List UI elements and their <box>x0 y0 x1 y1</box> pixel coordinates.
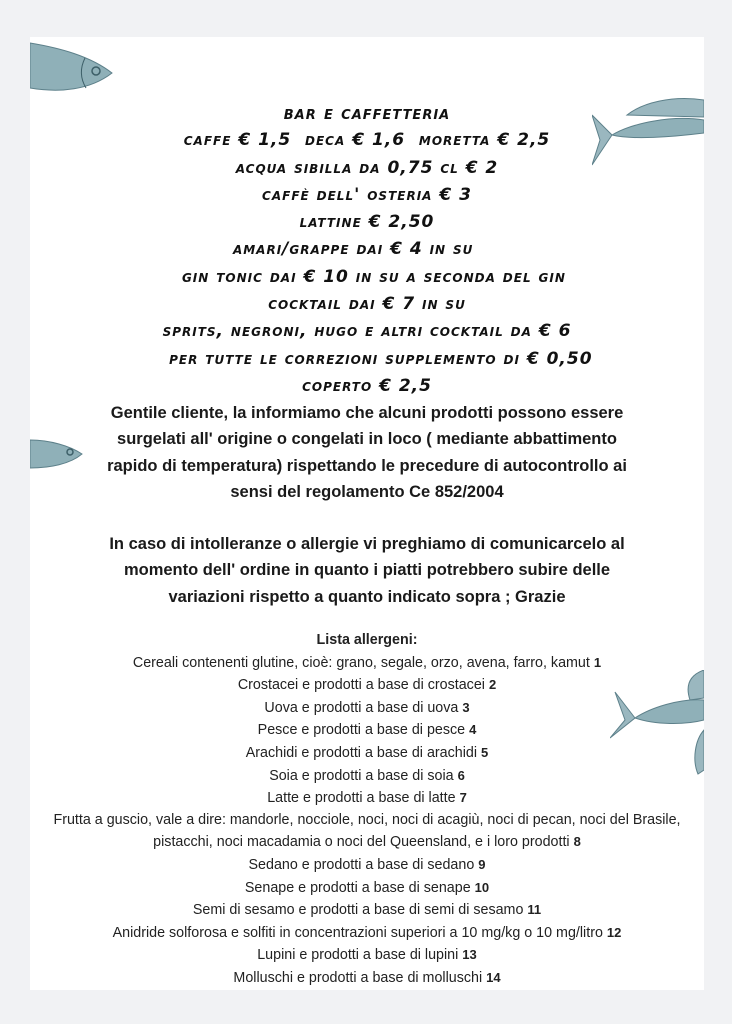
frozen-products-notice: Gentile cliente, la informiamo che alcuni prodotti possono essere surgelati all' origine o congelati in loco ( mediante abbattimento rapido di temperatura) rispettando le precedure di autocontrollo ai sensi del regolamento Ce 852/2004 <box>107 404 627 501</box>
allergen-text: Senape e prodotti a base di senape <box>244 879 471 896</box>
allergen-text: Uova e prodotti a base di uova <box>264 699 459 716</box>
price-line: amari/grappe dai € 4 in su <box>232 239 502 260</box>
allergen-item <box>30 674 704 697</box>
allergen-item <box>30 652 704 675</box>
allergen-item <box>30 899 704 922</box>
allergen-text: Sedano e prodotti a base di sedano <box>248 856 475 873</box>
allergen-item <box>30 922 704 945</box>
allergen-number: 5 <box>481 744 489 760</box>
allergen-number: 3 <box>462 699 470 715</box>
allergen-number: 13 <box>462 947 477 963</box>
allergen-text: Frutta a guscio, vale a dire: mandorle, nocciole, noci, noci di acagiù, noci di pecan, noci del Brasile, pistacchi, noci macadamia o noci del Queensland, e i loro prodotti <box>53 811 681 851</box>
allergen-text: Pesce e prodotti a base di pesce <box>257 722 466 739</box>
allergen-item <box>30 742 704 765</box>
allergen-item <box>30 967 704 990</box>
allergen-item <box>30 719 704 742</box>
allergen-item <box>30 877 704 900</box>
fish-illustration-icon <box>30 38 115 98</box>
allergen-text: Soia e prodotti a base di soia <box>269 767 454 784</box>
allergen-text: Lupini e prodotti a base di lupini <box>257 947 459 964</box>
allergen-number: 1 <box>593 654 602 670</box>
allergen-number: 6 <box>457 767 465 783</box>
allergen-number: 2 <box>488 677 497 693</box>
bar-title: bar e caffetteria <box>283 103 451 124</box>
price-line: caffe € 1,5 deca € 1,6 moretta € 2,5 <box>183 130 551 151</box>
allergen-text: Cereali contenenti glutine, cioè: grano, segale, orzo, avena, farro, kamut <box>132 654 590 671</box>
price-line: coperto € 2,5 <box>302 375 432 396</box>
price-line: per tutte le correzioni supplemento di € 0,50 <box>141 348 593 369</box>
allergen-number: 7 <box>459 790 467 806</box>
allergen-heading: Lista allergeni: <box>316 632 418 648</box>
allergen-number: 12 <box>606 924 622 940</box>
allergen-text: Semi di sesamo e prodotti a base di semi di sesamo <box>192 902 524 919</box>
allergen-item <box>30 854 704 877</box>
allergen-text: Anidride solforosa e solfiti in concentrazioni superiori a 10 mg/kg o 10 mg/litro <box>112 924 603 941</box>
allergen-number: 4 <box>469 722 477 738</box>
allergen-item <box>30 697 704 720</box>
allergen-number: 14 <box>486 969 501 985</box>
allergen-item <box>30 787 704 810</box>
bar-price-list <box>30 100 704 400</box>
allergen-text: Molluschi e prodotti a base di molluschi <box>233 969 483 986</box>
price-line: caffè dell' osteria € 3 <box>262 184 472 205</box>
allergen-number: 10 <box>474 879 490 895</box>
allergen-item <box>30 765 704 788</box>
allergen-text: Latte e prodotti a base di latte <box>267 790 456 807</box>
customer-notice <box>30 400 704 636</box>
allergen-number: 8 <box>573 834 581 850</box>
allergen-number: 11 <box>527 902 542 918</box>
price-line: cocktail dai € 7 in su <box>268 294 466 315</box>
allergy-notice: In caso di intolleranze o allergie vi preghiamo di comunicarcelo al momento dell' ordine in quanto i piatti potrebbero subire delle variazioni rispetto a quanto indicato sopra ; Grazie <box>109 535 625 606</box>
allergen-item <box>30 944 704 967</box>
allergen-text: Arachidi e prodotti a base di arachidi <box>245 744 478 761</box>
allergen-item <box>30 810 704 854</box>
allergen-list <box>30 630 704 990</box>
price-line: sprits, negroni, hugo e altri cocktail da € 6 <box>162 321 572 342</box>
allergen-text: Crostacei e prodotti a base di crostacei <box>237 677 485 694</box>
price-line: lattine € 2,50 <box>299 212 435 233</box>
price-line: gin tonic dai € 10 in su a seconda del gin <box>168 266 566 287</box>
allergen-number: 9 <box>478 856 486 872</box>
price-line: acqua sibilla da 0,75 cl € 2 <box>235 157 499 178</box>
